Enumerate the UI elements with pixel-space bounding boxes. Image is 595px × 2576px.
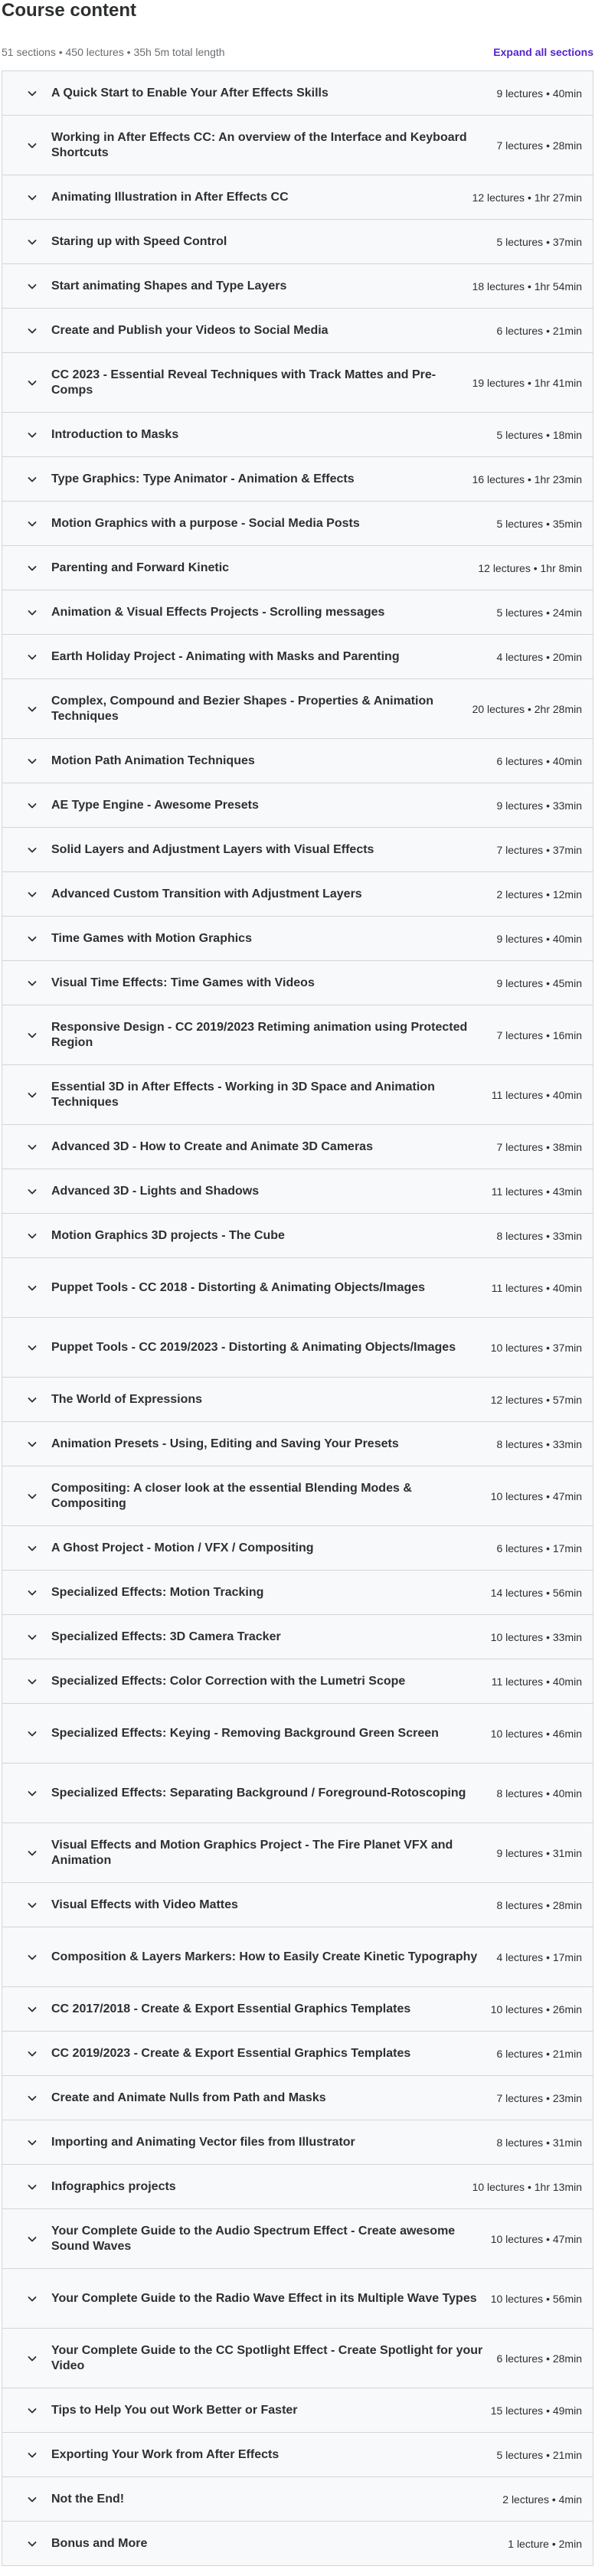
- course-section[interactable]: [2, 546, 593, 590]
- section-meta: 10 lectures • 56min: [490, 2292, 582, 2305]
- section-title: Earth Holiday Project - Animating with Masks and Parenting: [51, 649, 400, 663]
- section-title: Animation Presets - Using, Editing and Saving Your Presets: [51, 1437, 399, 1450]
- course-section[interactable]: [2, 679, 593, 739]
- chevron-down-icon: [25, 2352, 39, 2365]
- section-meta: 15 lectures • 49min: [490, 2404, 582, 2417]
- section-title: Introduction to Masks: [51, 427, 179, 441]
- course-section[interactable]: [2, 1258, 593, 1318]
- course-section[interactable]: [2, 457, 593, 502]
- course-section[interactable]: [2, 175, 593, 220]
- chevron-down-icon: [25, 1028, 39, 1042]
- section-title: Responsive Design - CC 2019/2023 Retiming animation using Protected Region: [51, 1020, 468, 1049]
- section-title: Create and Publish your Videos to Social Media: [51, 323, 329, 337]
- section-meta: 7 lectures • 38min: [496, 1140, 582, 1153]
- section-meta: 8 lectures • 31min: [496, 2136, 582, 2149]
- course-section[interactable]: [2, 1659, 593, 1704]
- section-title: CC 2019/2023 - Create & Export Essential Graphics Templates: [51, 2046, 411, 2060]
- chevron-down-icon: [25, 1898, 39, 1912]
- section-meta: 7 lectures • 16min: [496, 1028, 582, 1041]
- chevron-down-icon: [25, 843, 39, 857]
- section-title: Your Complete Guide to the CC Spotlight Effect - Create Spotlight for your Video: [51, 2343, 483, 2372]
- chevron-down-icon: [25, 1281, 39, 1295]
- page-title: Course content: [2, 0, 137, 21]
- section-meta: 6 lectures • 21min: [496, 324, 582, 337]
- section-meta: 5 lectures • 24min: [496, 606, 582, 619]
- sections-list: [2, 70, 593, 2566]
- chevron-down-icon: [25, 932, 39, 946]
- course-section[interactable]: [2, 1764, 593, 1823]
- section-title: Essential 3D in After Effects - Working in 3D Space and Animation Techniques: [51, 1080, 435, 1109]
- chevron-down-icon: [25, 235, 39, 249]
- summary-row: [2, 40, 593, 64]
- chevron-down-icon: [25, 280, 39, 293]
- course-section[interactable]: [2, 2076, 593, 2120]
- course-section[interactable]: [2, 71, 593, 116]
- course-section[interactable]: [2, 2433, 593, 2477]
- section-meta: 7 lectures • 28min: [496, 139, 582, 152]
- section-title: Specialized Effects: Keying - Removing Background Green Screen: [51, 1726, 439, 1740]
- section-title: Bonus and More: [51, 2536, 148, 2550]
- section-title: Tips to Help You out Work Better or Faster: [51, 2403, 298, 2417]
- course-section[interactable]: [2, 309, 593, 353]
- section-title: Visual Time Effects: Time Games with Videos: [51, 976, 315, 989]
- section-title: Specialized Effects: 3D Camera Tracker: [51, 1630, 281, 1643]
- section-title: Specialized Effects: Separating Background / Foreground-Rotoscoping: [51, 1786, 466, 1800]
- section-title: Specialized Effects: Motion Tracking: [51, 1585, 264, 1599]
- section-meta: 4 lectures • 20min: [496, 650, 582, 663]
- section-title: Solid Layers and Adjustment Layers with Visual Effects: [51, 842, 374, 856]
- chevron-down-icon: [25, 2136, 39, 2149]
- course-section[interactable]: [2, 635, 593, 679]
- chevron-down-icon: [25, 888, 39, 901]
- section-meta: 6 lectures • 28min: [496, 2352, 582, 2365]
- chevron-down-icon: [25, 606, 39, 619]
- course-section[interactable]: [2, 2209, 593, 2269]
- section-title: CC 2023 - Essential Reveal Techniques with Track Mattes and Pre-Comps: [51, 368, 436, 397]
- section-meta: 8 lectures • 28min: [496, 1898, 582, 1911]
- section-meta: 9 lectures • 33min: [496, 799, 582, 812]
- course-section[interactable]: [2, 739, 593, 783]
- course-section[interactable]: [2, 590, 593, 635]
- section-title: Your Complete Guide to the Audio Spectrum Effect - Create awesome Sound Waves: [51, 2224, 456, 2253]
- expand-all-button[interactable]: Expand all sections: [493, 46, 593, 58]
- section-title: Advanced 3D - How to Create and Animate 3D Cameras: [51, 1139, 373, 1153]
- chevron-down-icon: [25, 2091, 39, 2105]
- course-section[interactable]: [2, 961, 593, 1005]
- chevron-down-icon: [25, 472, 39, 486]
- section-meta: 19 lectures • 1hr 41min: [472, 376, 582, 389]
- section-meta: 9 lectures • 45min: [496, 976, 582, 989]
- section-meta: 1 lecture • 2min: [508, 2537, 582, 2550]
- course-section[interactable]: [2, 872, 593, 917]
- course-section[interactable]: [2, 1466, 593, 1526]
- chevron-down-icon: [25, 324, 39, 338]
- course-section[interactable]: [2, 828, 593, 872]
- chevron-down-icon: [25, 702, 39, 716]
- section-meta: 12 lectures • 57min: [490, 1393, 582, 1406]
- section-meta: 10 lectures • 46min: [490, 1727, 582, 1740]
- section-meta: 6 lectures • 21min: [496, 2047, 582, 2060]
- section-meta: 2 lectures • 4min: [502, 2493, 582, 2506]
- section-meta: 10 lectures • 47min: [490, 1489, 582, 1502]
- section-title: Puppet Tools - CC 2018 - Distorting & Animating Objects/Images: [51, 1280, 426, 1294]
- section-meta: 10 lectures • 37min: [490, 1341, 582, 1354]
- course-section[interactable]: [2, 116, 593, 175]
- section-meta: 11 lectures • 40min: [491, 1088, 582, 1101]
- chevron-down-icon: [25, 87, 39, 100]
- chevron-down-icon: [25, 2232, 39, 2246]
- section-title: The World of Expressions: [51, 1392, 203, 1406]
- section-meta: 5 lectures • 18min: [496, 428, 582, 441]
- section-title: Not the End!: [51, 2492, 125, 2506]
- section-meta: 10 lectures • 33min: [490, 1630, 582, 1643]
- chevron-down-icon: [25, 1675, 39, 1688]
- course-section[interactable]: [2, 2388, 593, 2433]
- chevron-down-icon: [25, 799, 39, 812]
- course-section[interactable]: [2, 1378, 593, 1422]
- section-meta: 4 lectures • 17min: [496, 1950, 582, 1963]
- chevron-down-icon: [25, 1787, 39, 1800]
- section-meta: 8 lectures • 33min: [496, 1229, 582, 1242]
- section-title: Motion Path Animation Techniques: [51, 754, 255, 767]
- course-section[interactable]: [2, 1125, 593, 1169]
- chevron-down-icon: [25, 2448, 39, 2462]
- course-section[interactable]: [2, 1704, 593, 1764]
- section-title: Working in After Effects CC: An overview of the Interface and Keyboard Shortcuts: [51, 130, 467, 159]
- section-title: AE Type Engine - Awesome Presets: [51, 798, 259, 812]
- section-meta: 8 lectures • 40min: [496, 1787, 582, 1800]
- chevron-down-icon: [25, 139, 39, 152]
- section-title: CC 2017/2018 - Create & Export Essential Graphics Templates: [51, 2002, 411, 2015]
- chevron-down-icon: [25, 2180, 39, 2194]
- chevron-down-icon: [25, 2493, 39, 2506]
- section-title: Motion Graphics 3D projects - The Cube: [51, 1228, 285, 1242]
- chevron-down-icon: [25, 1950, 39, 1964]
- section-title: Staring up with Speed Control: [51, 234, 227, 248]
- course-section[interactable]: [2, 1318, 593, 1378]
- section-meta: 20 lectures • 2hr 28min: [472, 702, 582, 715]
- chevron-down-icon: [25, 1229, 39, 1243]
- chevron-down-icon: [25, 517, 39, 531]
- chevron-down-icon: [25, 1341, 39, 1355]
- course-section[interactable]: [2, 2477, 593, 2522]
- section-meta: 7 lectures • 37min: [496, 843, 582, 856]
- section-title: Specialized Effects: Color Correction with the Lumetri Scope: [51, 1674, 406, 1688]
- section-meta: 5 lectures • 37min: [496, 235, 582, 248]
- section-title: Create and Animate Nulls from Path and Masks: [51, 2091, 326, 2104]
- course-section[interactable]: [2, 1823, 593, 1883]
- course-section[interactable]: [2, 1615, 593, 1659]
- course-section[interactable]: [2, 1526, 593, 1571]
- course-section[interactable]: [2, 1927, 593, 1987]
- course-section[interactable]: [2, 220, 593, 264]
- section-title: Motion Graphics with a purpose - Social Media Posts: [51, 516, 360, 530]
- chevron-down-icon: [25, 376, 39, 390]
- section-title: Visual Effects and Motion Graphics Project - The Fire Planet VFX and Animation: [51, 1838, 453, 1867]
- section-meta: 10 lectures • 47min: [490, 2232, 582, 2245]
- chevron-down-icon: [25, 2292, 39, 2306]
- section-meta: 2 lectures • 12min: [496, 888, 582, 901]
- chevron-down-icon: [25, 650, 39, 664]
- section-title: A Ghost Project - Motion / VFX / Compositing: [51, 1541, 314, 1554]
- section-title: Composition & Layers Markers: How to Easily Create Kinetic Typography: [51, 1950, 478, 1963]
- section-title: Type Graphics: Type Animator - Animation & Effects: [51, 472, 355, 485]
- chevron-down-icon: [25, 976, 39, 990]
- course-section[interactable]: [2, 1987, 593, 2032]
- section-title: Importing and Animating Vector files from Illustrator: [51, 2135, 355, 2149]
- chevron-down-icon: [25, 1140, 39, 1154]
- section-title: A Quick Start to Enable Your After Effects Skills: [51, 86, 329, 100]
- chevron-down-icon: [25, 2537, 39, 2551]
- section-title: Exporting Your Work from After Effects: [51, 2447, 280, 2461]
- chevron-down-icon: [25, 1185, 39, 1198]
- course-section[interactable]: [2, 1065, 593, 1125]
- section-title: Time Games with Motion Graphics: [51, 931, 252, 945]
- course-section[interactable]: [2, 1005, 593, 1065]
- chevron-down-icon: [25, 1088, 39, 1102]
- course-section[interactable]: [2, 917, 593, 961]
- section-meta: 9 lectures • 40min: [496, 932, 582, 945]
- section-title: Start animating Shapes and Type Layers: [51, 279, 287, 293]
- section-meta: 10 lectures • 26min: [490, 2002, 582, 2015]
- section-meta: 14 lectures • 56min: [490, 1586, 582, 1599]
- section-title: Advanced Custom Transition with Adjustment Layers: [51, 887, 362, 901]
- section-meta: 12 lectures • 1hr 8min: [478, 561, 582, 574]
- section-title: Parenting and Forward Kinetic: [51, 561, 230, 574]
- course-summary: 51 sections • 450 lectures • 35h 5m total length: [2, 46, 225, 58]
- section-meta: 12 lectures • 1hr 27min: [472, 191, 582, 204]
- section-meta: 11 lectures • 40min: [491, 1675, 582, 1688]
- course-section[interactable]: [2, 1883, 593, 1927]
- chevron-down-icon: [25, 561, 39, 575]
- chevron-down-icon: [25, 1393, 39, 1407]
- course-section[interactable]: [2, 1169, 593, 1214]
- course-section[interactable]: [2, 1571, 593, 1615]
- section-meta: 11 lectures • 43min: [491, 1185, 582, 1198]
- section-meta: 7 lectures • 23min: [496, 2091, 582, 2104]
- section-title: Puppet Tools - CC 2019/2023 - Distorting & Animating Objects/Images: [51, 1340, 456, 1354]
- course-section[interactable]: [2, 264, 593, 309]
- section-meta: 6 lectures • 17min: [496, 1541, 582, 1554]
- section-meta: 10 lectures • 1hr 13min: [472, 2180, 582, 2193]
- course-section[interactable]: [2, 783, 593, 828]
- chevron-down-icon: [25, 428, 39, 442]
- course-section[interactable]: [2, 1422, 593, 1466]
- section-meta: 11 lectures • 40min: [491, 1281, 582, 1294]
- section-title: Compositing: A closer look at the essential Blending Modes & Compositing: [51, 1481, 412, 1510]
- section-meta: 5 lectures • 35min: [496, 517, 582, 530]
- chevron-down-icon: [25, 1489, 39, 1503]
- chevron-down-icon: [25, 1541, 39, 1555]
- section-meta: 9 lectures • 31min: [496, 1846, 582, 1859]
- course-section[interactable]: [2, 2329, 593, 2388]
- section-meta: 8 lectures • 33min: [496, 1437, 582, 1450]
- section-meta: 18 lectures • 1hr 54min: [472, 280, 582, 293]
- section-title: Your Complete Guide to the Radio Wave Effect in its Multiple Wave Types: [51, 2291, 477, 2305]
- section-title: Infographics projects: [51, 2179, 176, 2193]
- chevron-down-icon: [25, 2047, 39, 2061]
- course-section[interactable]: [2, 502, 593, 546]
- section-title: Advanced 3D - Lights and Shadows: [51, 1184, 260, 1198]
- course-section[interactable]: [2, 2269, 593, 2329]
- chevron-down-icon: [25, 1846, 39, 1860]
- course-section[interactable]: [2, 2120, 593, 2165]
- course-section[interactable]: [2, 2522, 593, 2566]
- course-section[interactable]: [2, 353, 593, 413]
- chevron-down-icon: [25, 1586, 39, 1600]
- chevron-down-icon: [25, 1630, 39, 1644]
- chevron-down-icon: [25, 1437, 39, 1451]
- section-meta: 6 lectures • 40min: [496, 754, 582, 767]
- section-title: Animating Illustration in After Effects CC: [51, 190, 289, 204]
- course-section[interactable]: [2, 413, 593, 457]
- chevron-down-icon: [25, 1727, 39, 1741]
- section-meta: 5 lectures • 21min: [496, 2448, 582, 2461]
- course-section[interactable]: [2, 2165, 593, 2209]
- course-section[interactable]: [2, 1214, 593, 1258]
- section-title: Complex, Compound and Bezier Shapes - Properties & Animation Techniques: [51, 694, 434, 723]
- section-meta: 16 lectures • 1hr 23min: [472, 472, 582, 485]
- section-meta: 9 lectures • 40min: [496, 87, 582, 100]
- course-section[interactable]: [2, 2032, 593, 2076]
- section-title: Visual Effects with Video Mattes: [51, 1898, 238, 1911]
- chevron-down-icon: [25, 191, 39, 204]
- section-title: Animation & Visual Effects Projects - Scrolling messages: [51, 605, 385, 619]
- chevron-down-icon: [25, 2002, 39, 2016]
- chevron-down-icon: [25, 754, 39, 768]
- chevron-down-icon: [25, 2404, 39, 2417]
